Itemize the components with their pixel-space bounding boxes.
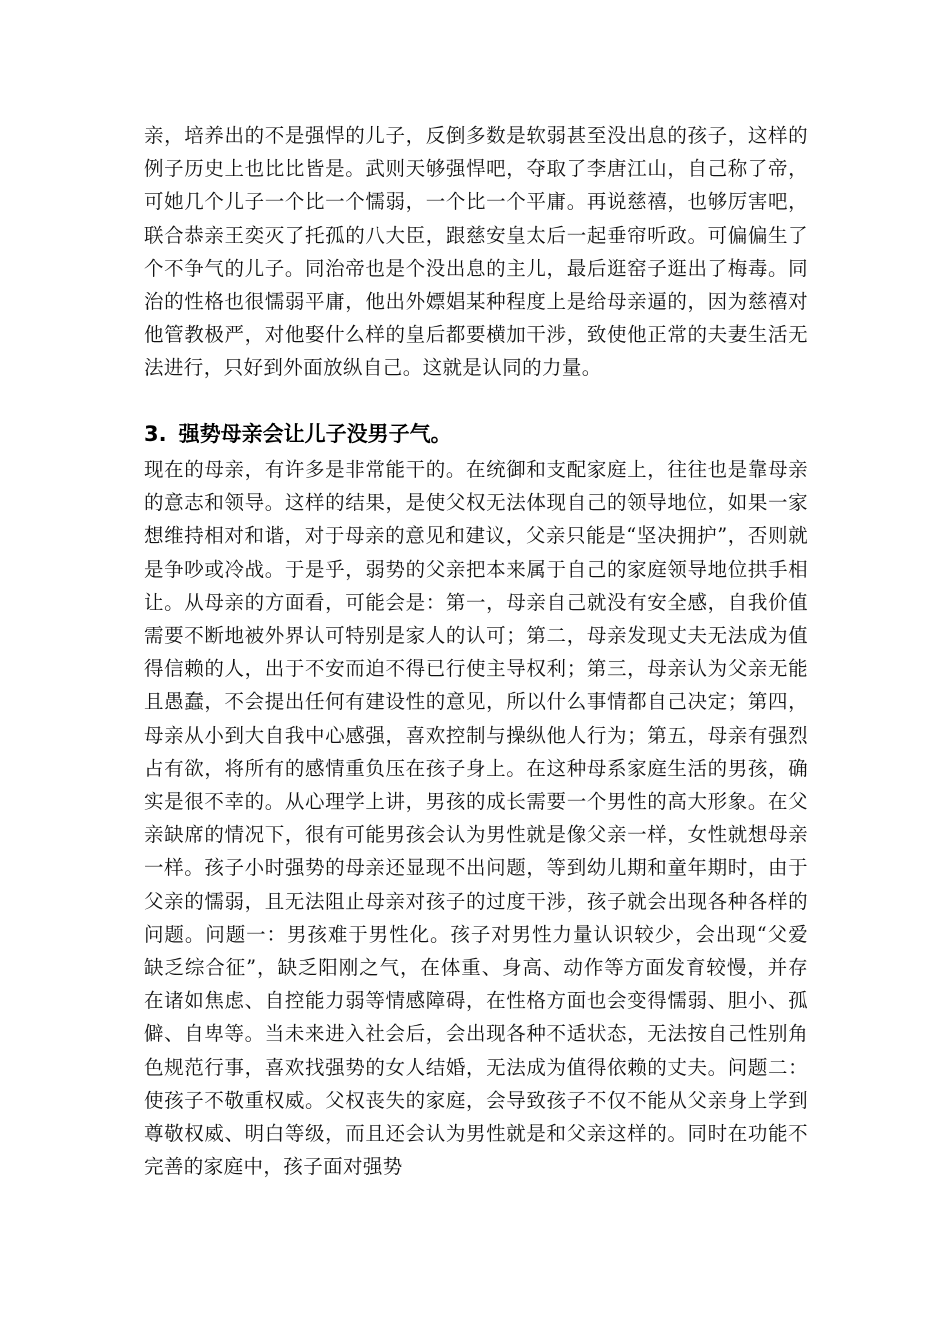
section-heading-text: 强势母亲会让儿子没男子气。 — [178, 422, 452, 446]
body-paragraph-continued: 亲，培养出的不是强悍的儿子，反倒多数是软弱甚至没出息的孩子，这样的例子历史上也比比皆是。武则天够强悍吧，夺取了李唐江山，自己称了帝，可她几个儿子一个比一个懦弱，一个比一个平庸。再说慈禧，也够厉害吧，联合恭亲王奕灭了托孤的八大臣，跟慈安皇太后一起垂帘听政。可偏偏生了个不争气的儿子。同治帝也是个没出息的主儿，最后逛窑子逛出了梅毒。同治的性格也很懦弱平庸，他出外嫖娼某种程度上是给母亲逼的，因为慈禧对他管教极严，对他娶什么样的皇后都要横加干涉，致使他正常的夫妻生活无法进行，只好到外面放纵自己。这就是认同的力量。 — [144, 124, 808, 380]
section-heading — [144, 416, 452, 452]
section-heading-number: 3. — [144, 422, 167, 446]
body-paragraph: 现在的母亲，有许多是非常能干的。在统御和支配家庭上，往往也是靠母亲的意志和领导。这样的结果，是使父权无法体现自己的领导地位，如果一家想维持相对和谐，对于母亲的意见和建议，父亲只能是“坚决拥护”，否则就是争吵或冷战。于是乎，弱势的父亲把本来属于自己的家庭领导地位拱手相让。从母亲的方面看，可能会是：第一，母亲自己就没有安全感，自我价值需要不断地被外界认可特别是家人的认可；第二，母亲发现丈夫无法成为值得信赖的人，出于不安而迫不得已行使主导权利；第三，母亲认为父亲无能且愚蠢，不会提出任何有建设性的意见，所以什么事情都自己决定；第四，母亲从小到大自我中心感强，喜欢控制与操纵他人行为；第五，母亲有强烈占有欲，将所有的感情重负压在孩子身上。在这种母系家庭生活的男孩，确实是很不幸的。从心理学上讲，男孩的成长需要一个男性的高大形象。在父亲缺席的情况下，很有可能男孩会认为男性就是像父亲一样，女性就想母亲一样。孩子小时强势的母亲还显现不出问题，等到幼儿期和童年期时，由于父亲的懦弱，且无法阻止母亲对孩子的过度干涉，孩子就会出现各种各样的问题。问题一：男孩难于男性化。孩子对男性力量认识较少，会出现“父爱缺乏综合征”，缺乏阳刚之气，在体重、身高、动作等方面发育较慢，并存在诸如焦虑、自控能力弱等情感障碍，在性格方面也会变得懦弱、胆小、孤僻、自卑等。当未来进入社会后，会出现各种不适状态，无法按自己性别角色规范行事，喜欢找强势的女人结婚，无法成为值得依赖的丈夫。问题二：使孩子不敬重权威。父权丧失的家庭，会导致孩子不仅不能从父亲身上学到尊敬权威、明白等级，而且还会认为男性就是和父亲这样的。同时在功能不完善的家庭中，孩子面对强势 — [144, 458, 808, 1179]
